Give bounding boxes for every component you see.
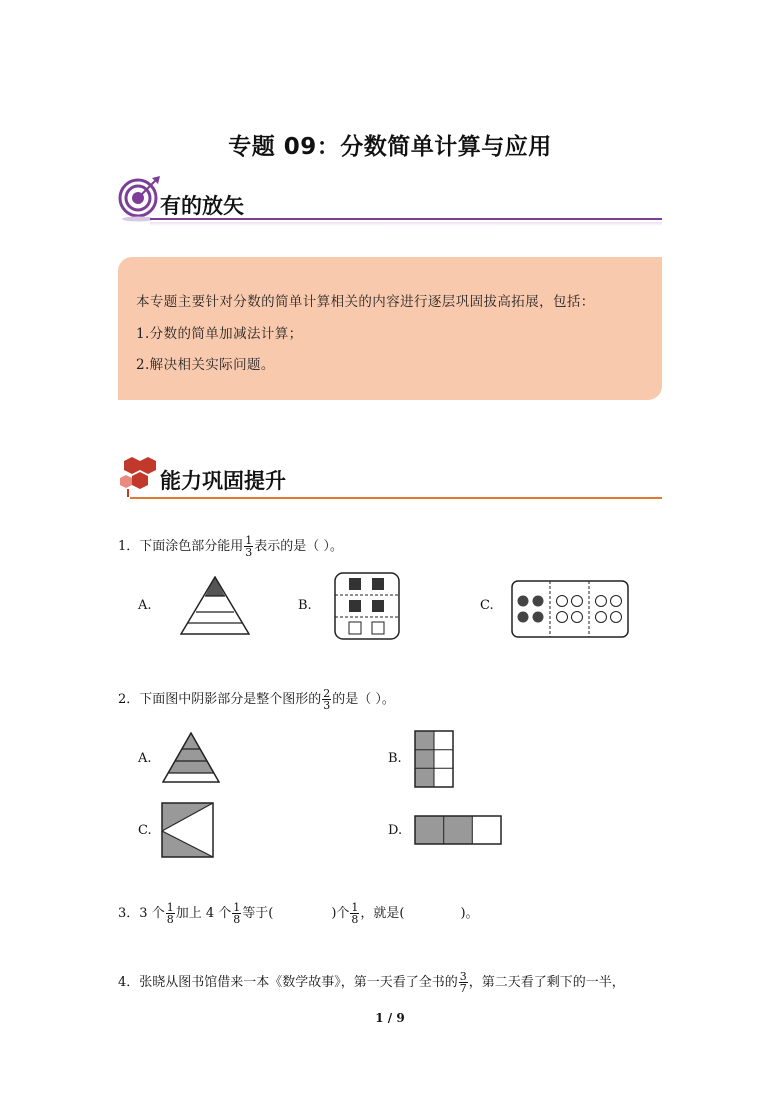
- section-title-2: 能力巩固提升: [160, 469, 286, 493]
- question-4-fraction: [459, 971, 468, 994]
- question-3-text-4: )个: [331, 906, 350, 921]
- page-number: 1 / 9: [375, 1011, 405, 1025]
- question-2-text-post: 的是（ ）。: [332, 692, 395, 707]
- section-divider-1-shadow: [150, 222, 662, 226]
- fraction-denominator: 8: [351, 913, 359, 926]
- question-2-text-pre: 2．下面图中阴影部分是整个图形的: [118, 692, 322, 707]
- question-1: [118, 535, 343, 558]
- summary-line-3: 2.解决相关实际问题。: [136, 357, 275, 373]
- question-2-fraction: [322, 688, 331, 711]
- fraction-numerator: 1: [245, 534, 253, 547]
- hexagon-icon: [118, 455, 162, 497]
- option-a-label: A.: [138, 751, 152, 766]
- fraction-denominator: 8: [166, 913, 174, 926]
- option-b-grid-figure: [414, 730, 454, 792]
- option-c-square-triangle-figure: [161, 802, 215, 862]
- option-a-triangle-figure: [180, 576, 250, 640]
- question-3-text-3: 等于(: [242, 906, 274, 921]
- question-3-text-6: )。: [460, 906, 479, 921]
- question-3-fraction-1: [166, 902, 175, 925]
- section-title-1: 有的放矢: [160, 194, 244, 218]
- option-d-strip-figure: [414, 815, 502, 849]
- question-1-fraction: [244, 535, 253, 558]
- option-c-label: C.: [480, 598, 494, 613]
- fraction-numerator: 1: [166, 901, 174, 914]
- fraction-denominator: 8: [233, 913, 241, 926]
- question-3-text-2: 加上 4 个: [175, 906, 232, 921]
- option-c-circles-figure: [511, 580, 629, 642]
- summary-box: [118, 257, 662, 400]
- summary-line-2: 1.分数的简单加减法计算；: [136, 326, 303, 342]
- question-4: [118, 971, 625, 994]
- question-2: [118, 688, 395, 711]
- fraction-numerator: 1: [351, 901, 359, 914]
- section-divider-1: [150, 218, 662, 220]
- option-b-label: B.: [298, 598, 312, 613]
- option-a-label: A.: [138, 598, 152, 613]
- fraction-numerator: 1: [233, 901, 241, 914]
- fraction-denominator: 3: [323, 699, 331, 712]
- option-d-label: D.: [388, 823, 403, 838]
- question-4-text-post: ，第二天看了剩下的一半，: [468, 975, 625, 990]
- page-title: 专题 09：分数简单计算与应用: [228, 134, 552, 160]
- target-icon: [118, 176, 162, 222]
- question-4-text-pre: 4．张晓从图书馆借来一本《数学故事》，第一天看了全书的: [118, 975, 458, 990]
- summary-line-1: 本专题主要针对分数的简单计算相关的内容进行逐层巩固拔高拓展，包括：: [136, 294, 595, 310]
- option-b-squares-figure: [334, 572, 400, 644]
- question-3-fraction-2: [232, 902, 241, 925]
- option-a-shaded-triangle-figure: [162, 732, 220, 788]
- question-3-text-5: ，就是(: [360, 906, 405, 921]
- option-c-label: C.: [138, 823, 152, 838]
- fraction-numerator: 3: [459, 970, 467, 983]
- question-3-text-1: 3．3 个: [118, 906, 165, 921]
- option-b-label: B.: [388, 751, 402, 766]
- fraction-denominator: 3: [245, 546, 253, 559]
- fraction-numerator: 2: [323, 687, 331, 700]
- question-1-text-post: 表示的是（ ）。: [254, 539, 343, 554]
- question-1-text-pre: 1．下面涂色部分能用: [118, 539, 244, 554]
- fraction-denominator: 7: [459, 982, 467, 995]
- section-divider-2: [130, 497, 662, 499]
- question-3: [118, 902, 479, 925]
- question-3-fraction-3: [350, 902, 359, 925]
